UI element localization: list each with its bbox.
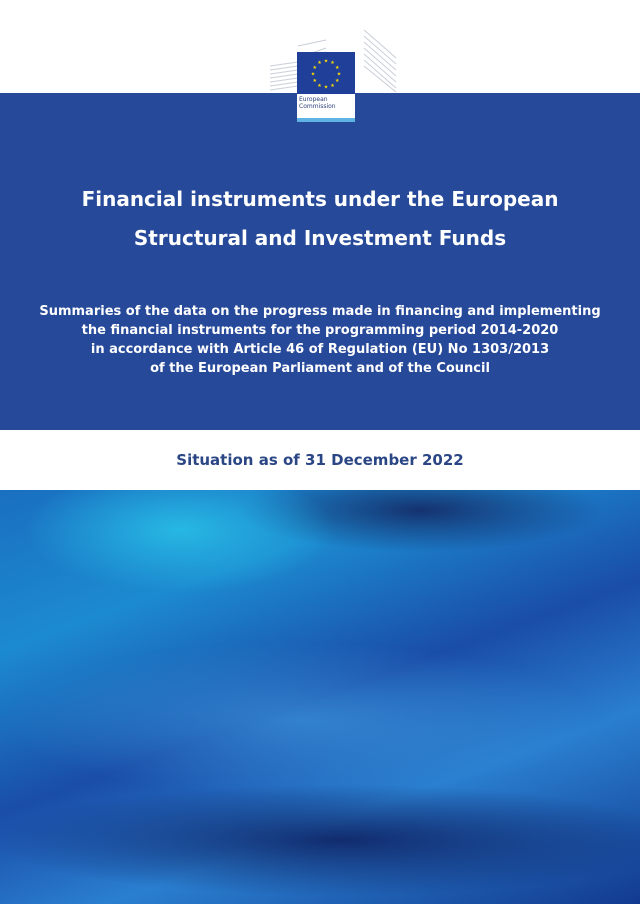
eu-flag-icon: [297, 52, 355, 94]
european-commission-logo: [297, 52, 355, 122]
star-icon: ★: [335, 65, 340, 71]
star-icon: ★: [335, 78, 340, 84]
document-subtitle: [0, 302, 640, 378]
logo-accent-bar: [297, 118, 355, 122]
title-line: Structural and Investment Funds: [133, 226, 507, 250]
star-icon: ★: [317, 60, 322, 67]
star-icon: ★: [312, 65, 317, 71]
logo-text-line1: European: [299, 96, 328, 103]
star-icon: ★: [310, 71, 316, 78]
star-icon: ★: [312, 78, 317, 84]
star-icon: ★: [336, 71, 342, 78]
subtitle-line: Summaries of the data on the progress made in financing and implementing: [39, 304, 601, 319]
star-icon: ★: [317, 82, 322, 89]
title-line: Financial instruments under the European: [81, 187, 559, 211]
title-band: [0, 93, 640, 430]
subtitle-line: in accordance with Article 46 of Regulation (EU) No 1303/2013: [90, 342, 550, 357]
subtitle-line: the financial instruments for the programming period 2014-2020: [81, 323, 559, 338]
subtitle-line: of the European Parliament and of the Council: [150, 361, 490, 376]
star-icon: ★: [323, 84, 329, 91]
document-title: [0, 180, 640, 258]
star-icon: ★: [323, 58, 329, 65]
situation-date: Situation as of 31 December 2022: [0, 430, 640, 490]
star-icon: ★: [330, 82, 335, 89]
star-icon: ★: [330, 60, 335, 67]
abstract-blue-background: [0, 490, 640, 904]
logo-text-line2: Commission: [299, 103, 336, 110]
